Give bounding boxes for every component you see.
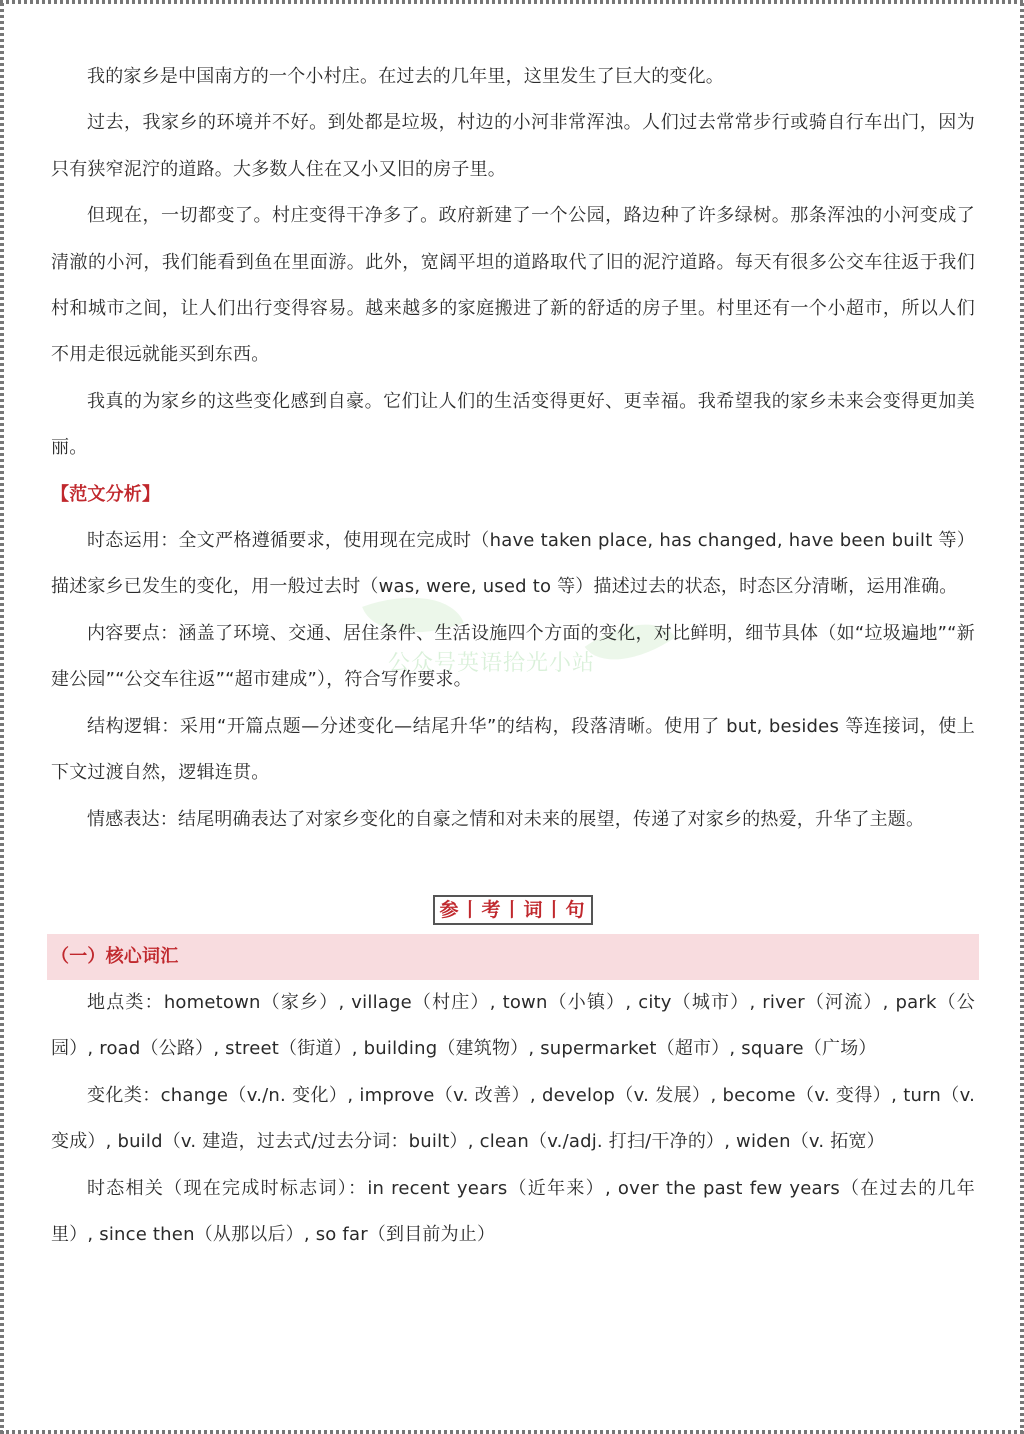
watermark-text: 公众号英语拾光小站: [388, 651, 596, 676]
analysis-item: 情感表达：结尾明确表达了对家乡变化的自豪之情和对未来的展望，传递了对家乡的热爱，升华了主题。: [87, 808, 925, 830]
page-border-left: [0, 0, 4, 1434]
reference-heading-wrap: [51, 888, 975, 934]
analysis-title: 【范文分析】: [51, 483, 161, 505]
vocabulary-item: 地点类：hometown（家乡）, village（村庄）, town（小镇）, city（城市）, river（河流）, park（公园）, road（公路）, street（街道）, building（建筑物）, supermarket（超市）, square（广场）: [51, 991, 975, 1060]
essay-paragraph: 我的家乡是中国南方的一个小村庄。在过去的几年里，这里发生了巨大的变化。: [87, 66, 724, 87]
reference-heading: 参丨考丨词丨句: [433, 895, 592, 925]
page-border-right: [1020, 0, 1024, 1434]
vocabulary-item: 变化类：change（v./n. 变化）, improve（v. 改善）, develop（v. 发展）, become（v. 变得）, turn（v. 变成）, build（v. 建造，过去式/过去分词：built）, clean（v./adj. 打扫/干净的）, widen（v. 拓宽）: [51, 1084, 975, 1153]
vocabulary-item: 时态相关（现在完成时标志词）：in recent years（近年来）, over the past few years（在过去的几年里）, since then（从那以后）, so far（到目前为止）: [51, 1177, 975, 1245]
essay-paragraph: 我真的为家乡的这些变化感到自豪。它们让人们的生活变得更好、更幸福。我希望我的家乡未来会变得更加美丽。: [51, 390, 975, 459]
core-vocabulary-banner: （一）核心词汇: [47, 934, 979, 980]
page-border-bottom: [0, 1430, 1024, 1434]
analysis-item: 结构逻辑：采用“开篇点题—分述变化—结尾升华”的结构，段落清晰。使用了 but, besides 等连接词，使上下文过渡自然，逻辑连贯。: [51, 715, 975, 784]
essay-paragraph: 过去，我家乡的环境并不好。到处都是垃圾，村边的小河非常浑浊。人们过去常常步行或骑自行车出门，因为只有狭窄泥泞的道路。大多数人住在又小又旧的房子里。: [51, 112, 975, 180]
page-border-top: [0, 0, 1024, 4]
analysis-item: 时态运用：全文严格遵循要求，使用现在完成时（have taken place, has changed, have been built 等）描述家乡已发生的变化，用一般过去时（was, were, used to 等）描述过去的状态，时态区分清晰，运用准确。: [51, 530, 975, 598]
document-body: [51, 54, 975, 1258]
analysis-item: 内容要点：涵盖了环境、交通、居住条件、生活设施四个方面的变化，对比鲜明，细节具体（如“垃圾遍地”“新建公园”“公交车往返”“超市建成”），符合写作要求。: [51, 622, 975, 691]
essay-paragraph: 但现在，一切都变了。村庄变得干净多了。政府新建了一个公园，路边种了许多绿树。那条浑浊的小河变成了清澈的小河，我们能看到鱼在里面游。此外，宽阔平坦的道路取代了旧的泥泞道路。每天有很多公交车往返于我们村和城市之间，让人们出行变得容易。越来越多的家庭搬进了新的舒适的房子里。村里还有一个小超市，所以人们不用走很远就能买到东西。: [51, 205, 975, 366]
